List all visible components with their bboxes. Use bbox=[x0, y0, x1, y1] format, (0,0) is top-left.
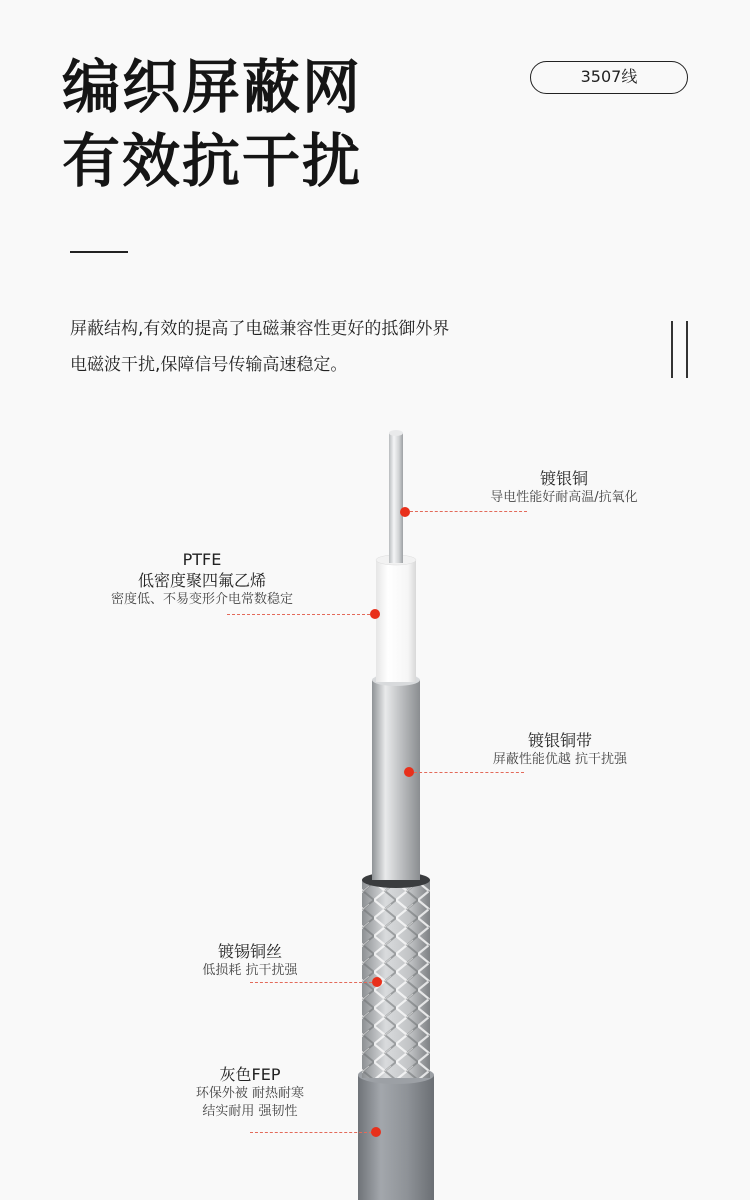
tape-detail: 屏蔽性能优越 抗干扰强 bbox=[492, 752, 628, 767]
dielectric-marker-dot bbox=[370, 609, 380, 619]
conductor-title: 镀银铜 bbox=[539, 469, 588, 488]
jacket-detail-1: 环保外被 耐热耐寒 bbox=[195, 1086, 305, 1101]
jacket-callout bbox=[174, 1064, 326, 1121]
braid-leader-line bbox=[250, 982, 372, 983]
dielectric-leader-line bbox=[227, 614, 370, 615]
dielectric-detail: 密度低、不易变形介电常数稳定 bbox=[110, 592, 293, 607]
fep-jacket bbox=[358, 1066, 434, 1200]
braid-title: 镀锡铜丝 bbox=[217, 942, 282, 961]
braid-callout bbox=[186, 941, 314, 980]
jacket-marker-dot bbox=[371, 1127, 381, 1137]
silver-copper-tape bbox=[372, 674, 420, 880]
description-line-1: 屏蔽结构,有效的提高了电磁兼容性更好的抵御外界 bbox=[70, 319, 450, 339]
conductor-callout bbox=[478, 468, 650, 507]
tape-callout bbox=[483, 730, 637, 769]
description-line-2: 电磁波干扰,保障信号传输高速稳定。 bbox=[70, 355, 348, 375]
tinned-copper-braid bbox=[362, 872, 430, 1078]
jacket-title: 灰色FEP bbox=[219, 1065, 281, 1084]
jacket-leader-line bbox=[250, 1132, 372, 1133]
tape-marker-dot bbox=[404, 767, 414, 777]
conductor-leader-line bbox=[410, 511, 527, 512]
jacket-detail-2: 结实耐用 强韧性 bbox=[202, 1104, 298, 1119]
braid-detail: 低损耗 抗干扰强 bbox=[202, 963, 298, 978]
conductor-detail: 导电性能好耐高温/抗氧化 bbox=[490, 490, 638, 505]
conductor-marker-dot bbox=[400, 507, 410, 517]
silver-plated-conductor bbox=[389, 430, 403, 563]
braid-marker-dot bbox=[372, 977, 382, 987]
ptfe-dielectric bbox=[376, 555, 416, 682]
model-badge: 3507线 bbox=[530, 61, 688, 94]
tape-title: 镀银铜带 bbox=[527, 731, 592, 750]
tape-leader-line bbox=[414, 772, 524, 773]
dielectric-callout bbox=[92, 549, 312, 609]
title-line-1: 编织屏蔽网 bbox=[62, 53, 363, 121]
title-line-2: 有效抗干扰 bbox=[62, 127, 363, 195]
dielectric-title: PTFE bbox=[182, 550, 222, 569]
dielectric-subtitle: 低密度聚四氟乙烯 bbox=[137, 571, 266, 590]
